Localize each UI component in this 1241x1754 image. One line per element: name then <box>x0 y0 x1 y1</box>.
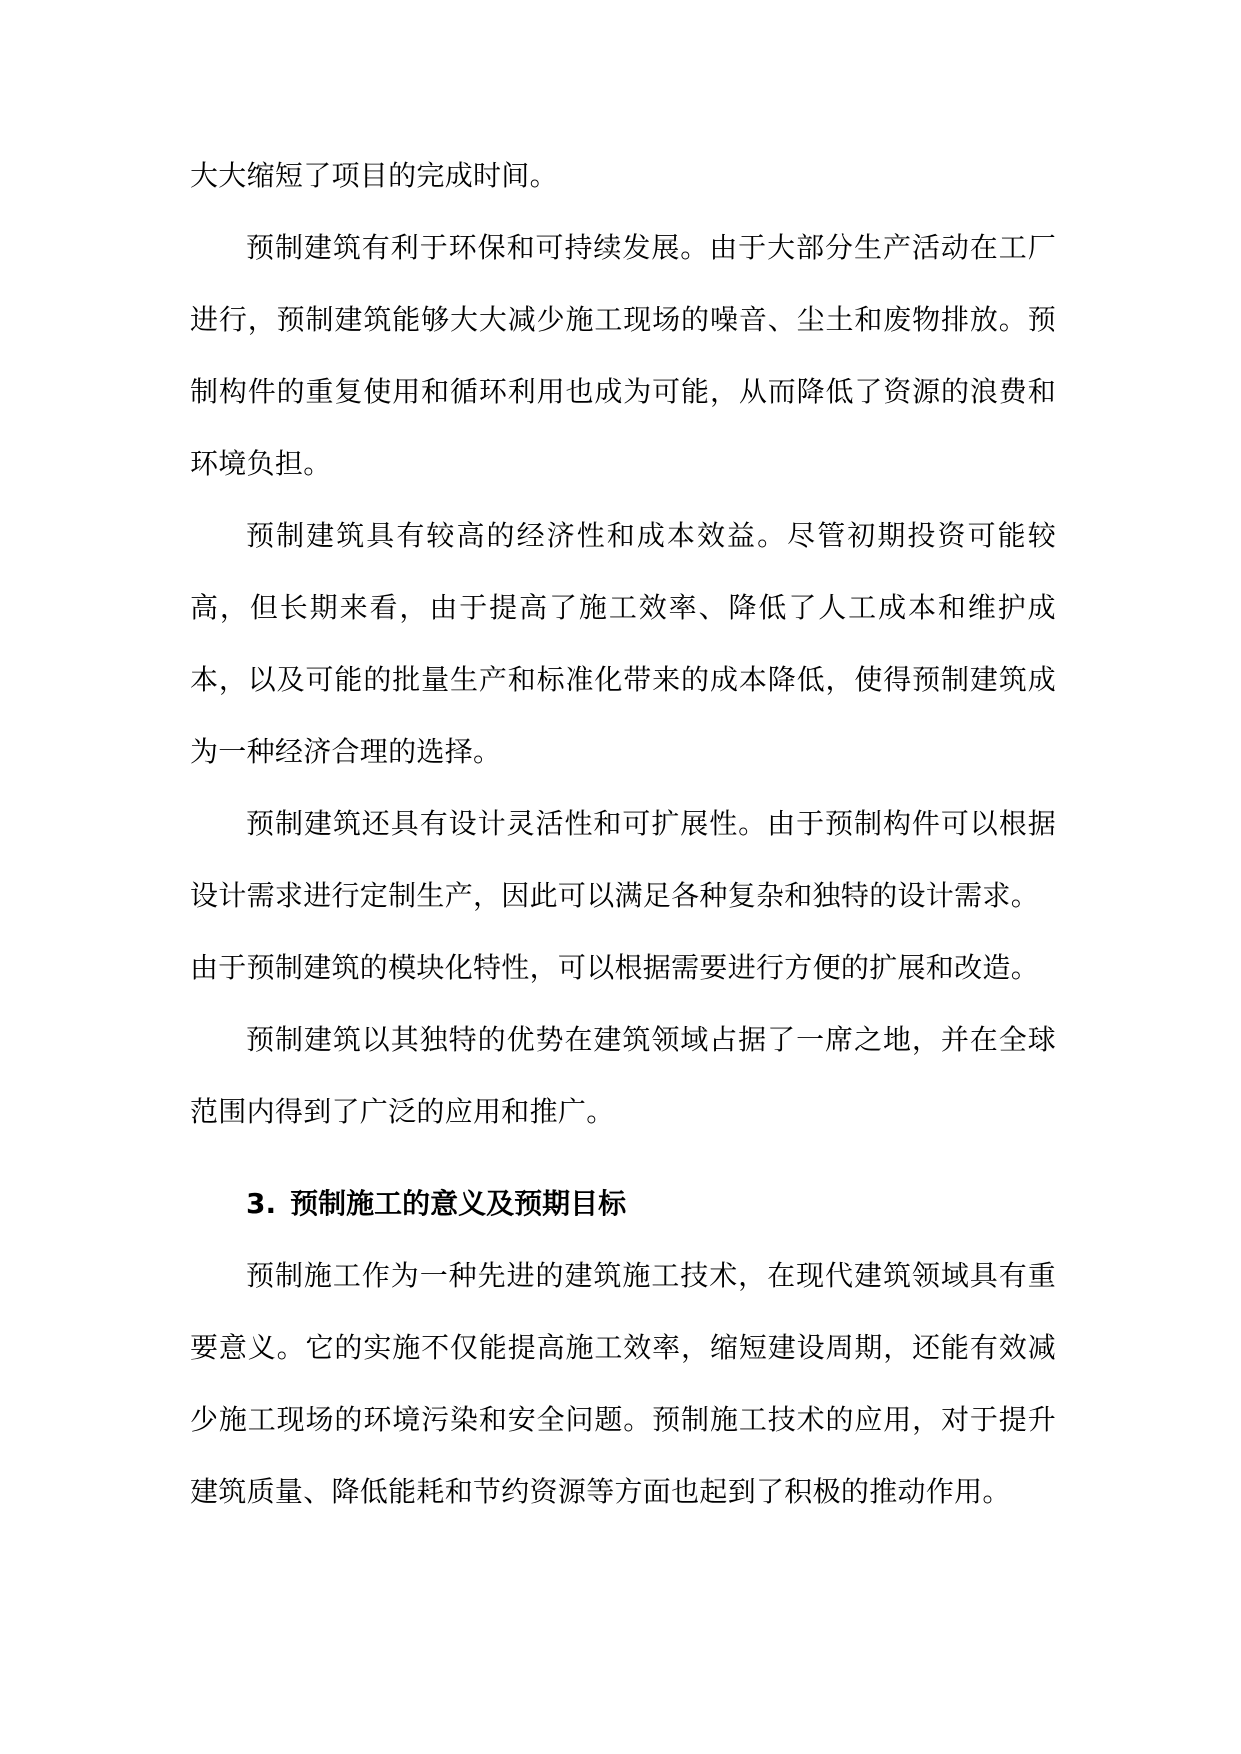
section-heading <box>190 1168 1056 1240</box>
paragraph-continuation: 大大缩短了项目的完成时间。 <box>190 159 558 192</box>
paragraph-modular: 由于预制建筑的模块化特性，可以根据需要进行方便的扩展和改造。 <box>190 951 1040 984</box>
paragraph-flexibility: 预制建筑还具有设计灵活性和可扩展性。由于预制构件可以根据设计需求进行定制生产，因此可以满足各种复杂和独特的设计需求。 <box>190 807 1056 912</box>
document-body <box>190 140 1056 1528</box>
section-number: 3. <box>246 1187 277 1220</box>
paragraph-significance: 预制施工作为一种先进的建筑施工技术，在现代建筑领域具有重要意义。它的实施不仅能提高施工效率，缩短建设周期，还能有效减少施工现场的环境污染和安全问题。预制施工技术的应用，对于提升建筑质量、降低能耗和节约资源等方面也起到了积极的推动作用。 <box>190 1259 1056 1508</box>
paragraph-environmental: 预制建筑有利于环保和可持续发展。由于大部分生产活动在工厂进行，预制建筑能够大大减少施工现场的噪音、尘土和废物排放。预制构件的重复使用和循环利用也成为可能，从而降低了资源的浪费和环境负担。 <box>190 231 1056 480</box>
paragraph-economic: 预制建筑具有较高的经济性和成本效益。尽管初期投资可能较高，但长期来看，由于提高了施工效率、降低了人工成本和维护成本，以及可能的批量生产和标准化带来的成本降低，使得预制建筑成为一种经济合理的选择。 <box>190 519 1056 768</box>
paragraph-summary: 预制建筑以其独特的优势在建筑领域占据了一席之地，并在全球范围内得到了广泛的应用和推广。 <box>190 1023 1056 1128</box>
section-title: 预制施工的意义及预期目标 <box>290 1187 627 1220</box>
